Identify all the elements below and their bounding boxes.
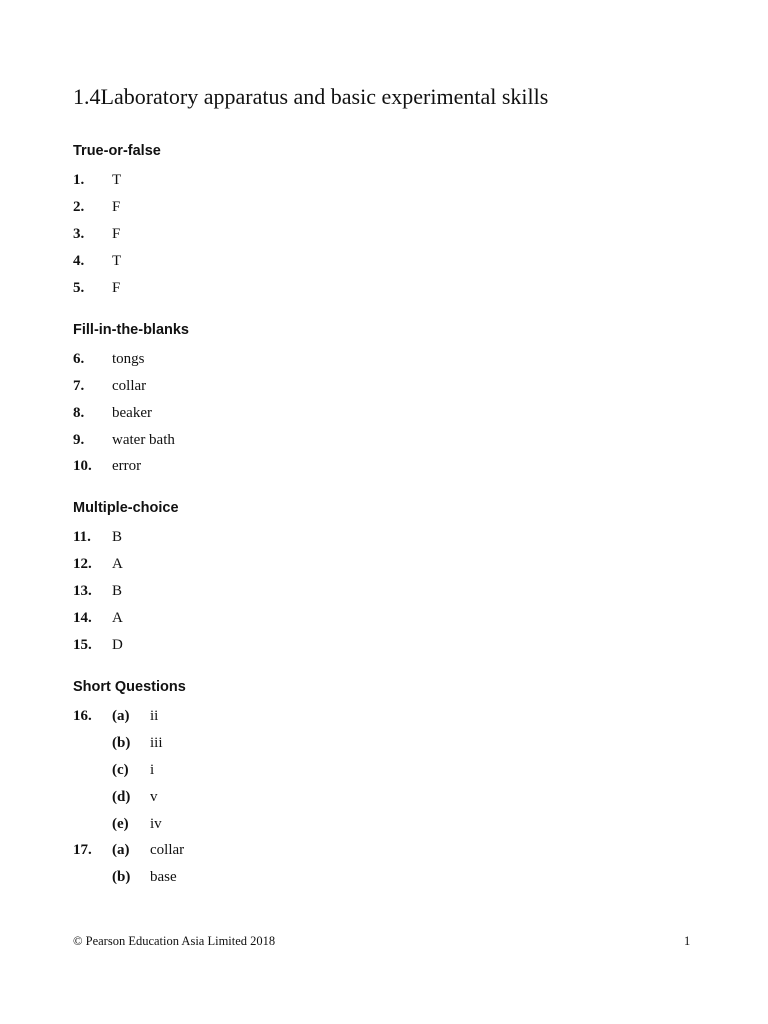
question-number: 11. — [73, 529, 91, 545]
answer-text: beaker — [112, 405, 152, 421]
answer-text: i — [150, 762, 155, 778]
answer-text: water bath — [112, 432, 175, 448]
part-label: (a) — [112, 842, 130, 858]
question-number: 17. — [73, 842, 92, 858]
answer-text: iii — [150, 735, 163, 751]
question-number: 12. — [73, 556, 92, 572]
answer-text: T — [112, 172, 122, 188]
question-number: 14. — [73, 610, 92, 626]
page-number: 1 — [684, 934, 691, 948]
answer-text: v — [150, 789, 158, 805]
answer-text: A — [112, 556, 123, 572]
answer-text: B — [112, 583, 123, 599]
section-heading-true-false: True-or-false — [73, 143, 161, 159]
part-label: (b) — [112, 869, 131, 885]
question-number: 4. — [73, 253, 85, 269]
answer-text: collar — [112, 378, 147, 394]
section-heading-multiple-choice: Multiple-choice — [73, 500, 179, 516]
question-number: 7. — [73, 378, 85, 394]
answer-text: F — [112, 199, 121, 215]
question-number: 6. — [73, 351, 85, 367]
answer-text: B — [112, 529, 123, 545]
question-number: 1. — [73, 172, 85, 188]
answer-text: D — [112, 637, 123, 653]
part-label: (b) — [112, 735, 131, 751]
question-number: 9. — [73, 432, 85, 448]
answer-text: base — [150, 869, 177, 885]
answer-text: ii — [150, 708, 159, 724]
question-number: 8. — [73, 405, 85, 421]
question-number: 3. — [73, 226, 85, 242]
answer-text: error — [112, 458, 142, 474]
part-label: (c) — [112, 762, 129, 778]
answer-text: tongs — [112, 351, 145, 367]
part-label: (a) — [112, 708, 130, 724]
answer-text: T — [112, 253, 122, 269]
question-number: 16. — [73, 708, 92, 724]
answer-text: F — [112, 226, 121, 242]
question-number: 15. — [73, 637, 92, 653]
question-number: 2. — [73, 199, 85, 215]
footer-copyright: © Pearson Education Asia Limited 2018 — [73, 934, 276, 948]
answer-text: F — [112, 280, 121, 296]
answer-text: iv — [150, 816, 162, 832]
question-number: 10. — [73, 458, 92, 474]
page-title: 1.4Laboratory apparatus and basic experimental skills — [73, 84, 549, 109]
answer-text: collar — [150, 842, 185, 858]
part-label: (d) — [112, 789, 131, 805]
part-label: (e) — [112, 816, 129, 832]
section-heading-short-questions: Short Questions — [73, 679, 186, 695]
question-number: 5. — [73, 280, 85, 296]
section-heading-fill-blanks: Fill-in-the-blanks — [73, 322, 189, 338]
question-number: 13. — [73, 583, 92, 599]
answer-text: A — [112, 610, 123, 626]
